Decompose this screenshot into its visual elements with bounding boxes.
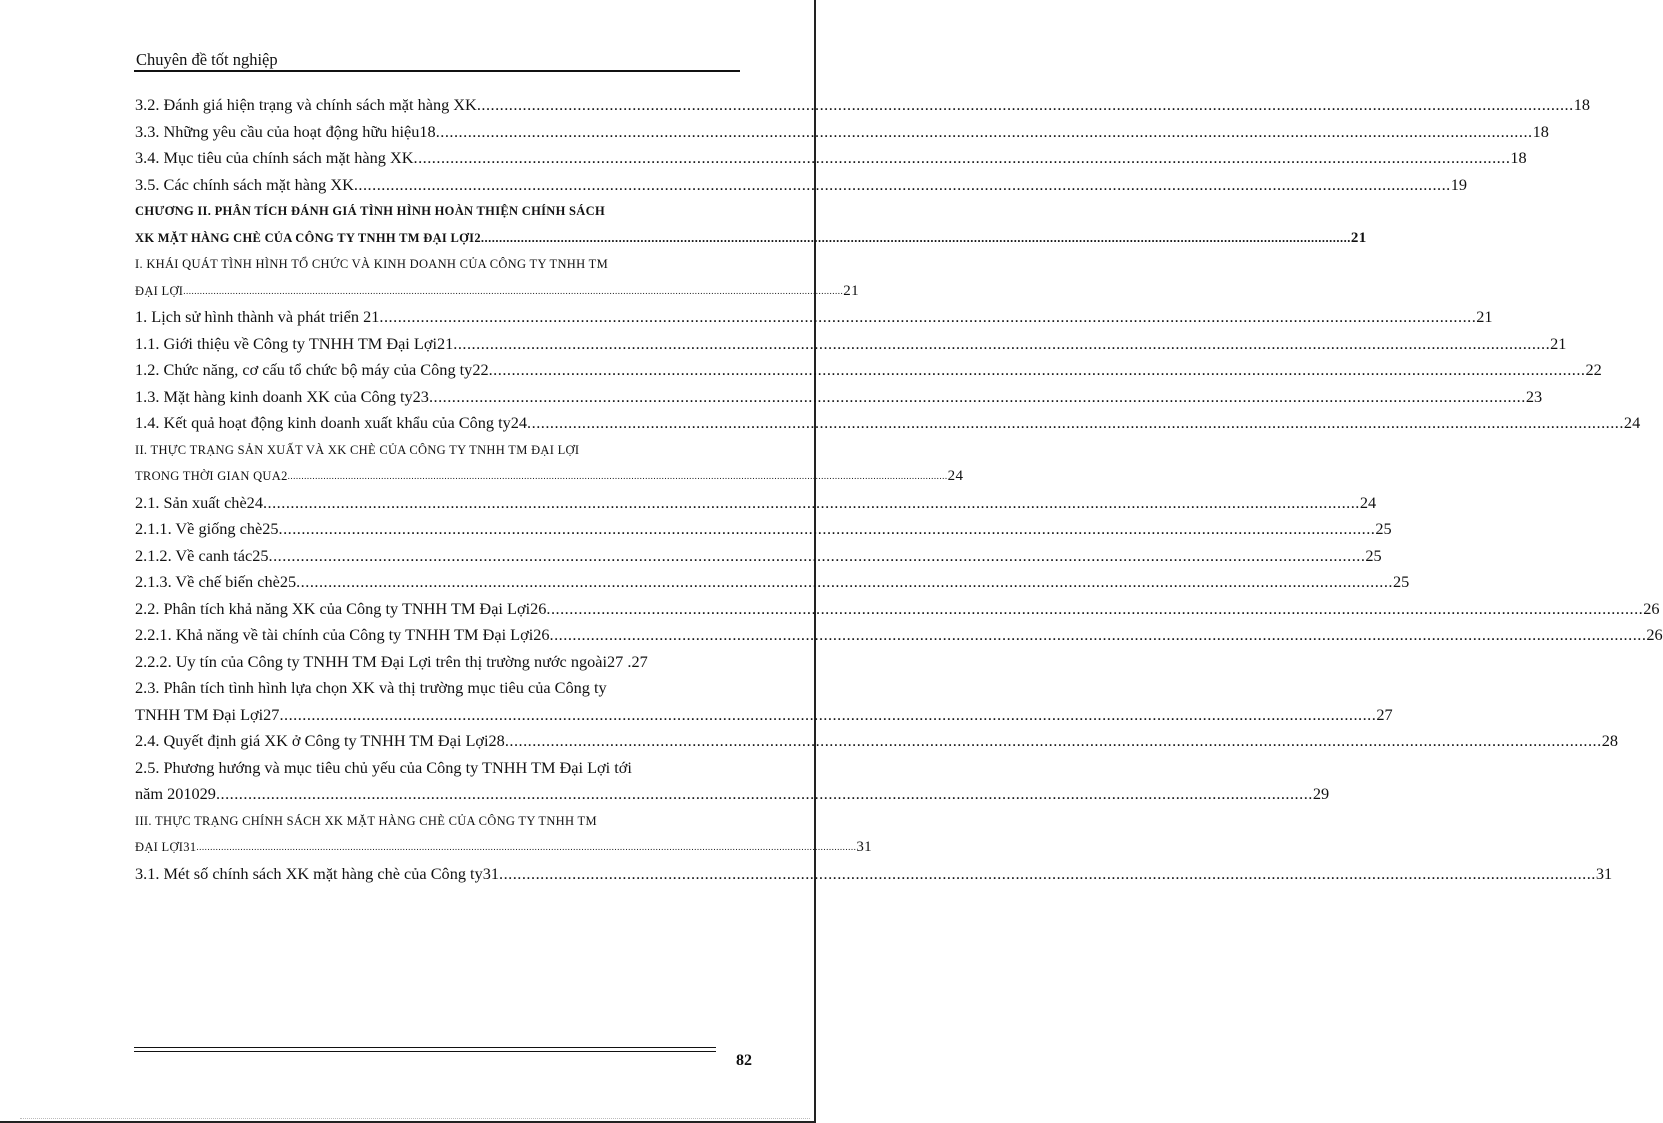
toc-entry[interactable]: 1. Lịch sử hình thành và phát triển 21 ................................................................................................................................................................................................................................................ 21 — [135, 304, 739, 331]
leader-dots: ................................................................................................................................................................................................................................................ — [499, 863, 1596, 883]
leader-dots: ................................................................................................................................................................................................................................................ — [480, 230, 1351, 245]
leader-dots: ................................................................................................................................................................................................................................................ — [287, 471, 948, 481]
toc-entry[interactable]: 2.2. Phân tích khả năng XK của Công ty TNHH TM Đại Lợi26 ................................................................................................................................................................................................................................................ 26 — [135, 596, 739, 623]
section-title-line: III. THỰC TRẠNG CHÍNH SÁCH XK MẶT HÀNG CHÈ CỦA CÔNG TY TNHH TM — [135, 813, 597, 828]
chapter-title-line: CHƯƠNG II. PHÂN TÍCH ĐÁNH GIÁ TÌNH HÌNH HOÀN THIỆN CHÍNH SÁCH — [135, 204, 605, 218]
leader-dots: ................................................................................................................................................................................................................................................ — [215, 784, 1313, 803]
toc-page-number: 21 — [1550, 333, 1567, 353]
leader-dots: ................................................................................................................................................................................................................................................ — [488, 360, 1586, 379]
toc-entry[interactable]: 2.1.2. Về canh tác25 ................................................................................................................................................................................................................................................ 25 — [135, 543, 739, 570]
entry-title-line: 2.5. Phương hướng và mục tiêu chủ yếu của Công ty TNHH TM Đại Lợi tới — [135, 757, 632, 777]
toc-page-number: 26 — [1643, 598, 1660, 618]
leader-dots: ................................................................................................................................................................................................................................................ — [279, 704, 1377, 724]
toc-page-number: 31 — [1595, 863, 1613, 883]
toc-entry[interactable]: 3.3. Những yêu cầu của hoạt động hữu hiệu18 ................................................................................................................................................................................................................................................ 18 — [135, 119, 739, 146]
leader-dots: ................................................................................................................................................................................................................................................ — [413, 148, 1511, 167]
toc-page-number: 24 — [1623, 413, 1641, 432]
leader-dots: ................................................................................................................................................................................................................................................ — [527, 413, 1624, 432]
toc-page-number: 25 — [1365, 545, 1382, 565]
toc-page-number: 28 — [1601, 731, 1618, 750]
toc-page-number: 29 — [1312, 784, 1330, 803]
toc-page-number: 18 — [1573, 95, 1590, 114]
toc-entry[interactable]: 3.4. Mục tiêu của chính sách mặt hàng XK ................................................................................................................................................................................................................................................ 18 — [135, 145, 739, 172]
toc-entry[interactable]: 2.1. Sản xuất chè24 ................................................................................................................................................................................................................................................ 24 — [135, 490, 739, 517]
toc-page-number: 22 — [1585, 360, 1602, 379]
section-title-line: II. THỰC TRẠNG SẢN XUẤT VÀ XK CHÈ CỦA CÔNG TY TNHH TM ĐẠI LỢI — [135, 442, 580, 457]
toc-entry[interactable]: 2.5. Phương hướng và mục tiêu chủ yếu của Công ty TNHH TM Đại Lợi tới năm 201029 ................................................................................................................................................................................................................................................ 29 — [135, 755, 739, 808]
toc-entry[interactable]: 3.1. Mét số chính sách XK mặt hàng chè của Công ty31 ................................................................................................................................................................................................................................................ 31 — [135, 861, 739, 888]
toc-page-number: 21 — [1476, 307, 1493, 326]
toc-entry[interactable]: 2.1.1. Về giống chè25 ................................................................................................................................................................................................................................................ 25 — [135, 516, 739, 543]
toc-section-entry[interactable]: II. THỰC TRẠNG SẢN XUẤT VÀ XK CHÈ CỦA CÔNG TY TNHH TM ĐẠI LỢI TRONG THỜI GIAN QUA2 ................................................................................................................................................................................................................................................ 24 — [135, 437, 739, 490]
leader-dots: ................................................................................................................................................................................................................................................ — [379, 307, 1477, 326]
leader-dots: ................................................................................................................................................................................................................................................ — [435, 121, 1533, 141]
toc-entry[interactable]: 2.2.1. Khả năng về tài chính của Công ty TNHH TM Đại Lợi26 ................................................................................................................................................................................................................................................ 26 — [135, 622, 739, 649]
toc-entry[interactable]: 2.4. Quyết định giá XK ở Công ty TNHH TM Đại Lợi28 ................................................................................................................................................................................................................................................ 28 — [135, 728, 739, 755]
page-edge-divider — [20, 1118, 810, 1119]
table-of-contents — [135, 92, 1663, 887]
leader-dots: ................................................................................................................................................................................................................................................ — [278, 519, 1376, 538]
toc-page-number: 27 — [631, 651, 648, 671]
toc-section-entry[interactable]: I. KHÁI QUÁT TÌNH HÌNH TỔ CHỨC VÀ KINH DOANH CỦA CÔNG TY TNHH TM ĐẠI LỢI ................................................................................................................................................................................................................................................ 21 — [135, 251, 739, 304]
toc-entry[interactable]: 1.4. Kết quả hoạt động kinh doanh xuất khẩu của Công ty24 ................................................................................................................................................................................................................................................ 24 — [135, 410, 739, 437]
toc-section-entry[interactable]: III. THỰC TRẠNG CHÍNH SÁCH XK MẶT HÀNG CHÈ CỦA CÔNG TY TNHH TM ĐẠI LỢI31 ................................................................................................................................................................................................................................................ 31 — [135, 808, 739, 861]
toc-page-number: 24 — [947, 468, 964, 484]
toc-page-number: 25 — [1392, 572, 1410, 591]
leader-dots: ................................................................................................................................................................................................................................................ — [504, 731, 1602, 750]
toc-entry[interactable]: 3.5. Các chính sách mặt hàng XK ................................................................................................................................................................................................................................................ 19 — [135, 172, 739, 199]
toc-entry[interactable]: 1.3. Mặt hàng kinh doanh XK của Công ty23 ................................................................................................................................................................................................................................................ 23 — [135, 384, 739, 411]
toc-chapter-entry[interactable]: CHƯƠNG II. PHÂN TÍCH ĐÁNH GIÁ TÌNH HÌNH HOÀN THIỆN CHÍNH SÁCH XK MẶT HÀNG CHÈ CỦA CÔNG TY TNHH TM ĐẠI LỢI2 ................................................................................................................................................................................................................................................ 21 — [135, 198, 739, 251]
leader-dots: ................................................................................................................................................................................................................................................ — [183, 285, 844, 296]
toc-page-number: 19 — [1450, 174, 1467, 194]
header-rule — [134, 70, 740, 72]
toc-entry[interactable]: 1.2. Chức năng, cơ cấu tổ chức bộ máy của Công ty22 ................................................................................................................................................................................................................................................ 22 — [135, 357, 739, 384]
leader-dots: ................................................................................................................................................................................................................................................ — [268, 545, 1366, 565]
leader-dots: ................................................................................................................................................................................................................................................ — [353, 174, 1451, 194]
leader-dots: ................................................................................................................................................................................................................................................ — [546, 598, 1644, 618]
toc-page-number: 18 — [1510, 148, 1527, 167]
toc-page-number: 21 — [843, 282, 859, 299]
toc-entry[interactable]: 2.1.3. Về chế biến chè25 ................................................................................................................................................................................................................................................ 25 — [135, 569, 739, 596]
toc-page-number: 21 — [1350, 229, 1367, 246]
toc-page-number: 24 — [1359, 492, 1377, 512]
leader-dots: ................................................................................................................................................................................................................................................ — [453, 333, 1551, 353]
toc-entry[interactable]: 2.3. Phân tích tình hình lựa chọn XK và thị trường mục tiêu của Công ty TNHH TM Đại Lợi27 ................................................................................................................................................................................................................................................ 27 — [135, 675, 739, 728]
toc-entry[interactable]: 2.2.2. Uy tín của Công ty TNHH TM Đại Lợi trên thị trường nước ngoài27 . 27 — [135, 649, 739, 676]
entry-title-line: 2.3. Phân tích tình hình lựa chọn XK và thị trường mục tiêu của Công ty — [135, 678, 607, 697]
section-title-line: I. KHÁI QUÁT TÌNH HÌNH TỔ CHỨC VÀ KINH DOANH CỦA CÔNG TY TNHH TM — [135, 257, 608, 271]
toc-page-number: 18 — [1532, 121, 1549, 141]
footer-rule — [134, 1051, 716, 1052]
toc-entry[interactable]: 3.2. Đánh giá hiện trạng và chính sách mặt hàng XK ................................................................................................................................................................................................................................................ 18 — [135, 92, 739, 119]
leader-dots: ................................................................................................................................................................................................................................................ — [262, 492, 1360, 512]
leader-dots: ................................................................................................................................................................................................................................................ — [296, 572, 1393, 591]
toc-page-number: 23 — [1525, 386, 1543, 406]
toc-page-number: 26 — [1646, 625, 1663, 644]
page-number: 82 — [736, 1052, 752, 1069]
footer-rule — [134, 1047, 716, 1048]
toc-entry[interactable]: 1.1. Giới thiệu về Công ty TNHH TM Đại Lợi21 ................................................................................................................................................................................................................................................ 21 — [135, 331, 739, 358]
toc-page-number: 31 — [856, 839, 872, 855]
toc-page-number: 27 — [1376, 704, 1393, 724]
leader-dots: ................................................................................................................................................................................................................................................ — [196, 842, 857, 852]
leader-dots: ................................................................................................................................................................................................................................................ — [428, 386, 1526, 406]
toc-page-number: 25 — [1375, 519, 1392, 538]
leader-dots: ................................................................................................................................................................................................................................................ — [476, 95, 1574, 114]
running-header: Chuyên đề tốt nghiệp — [136, 50, 278, 69]
leader-dots: ................................................................................................................................................................................................................................................ — [549, 625, 1647, 644]
